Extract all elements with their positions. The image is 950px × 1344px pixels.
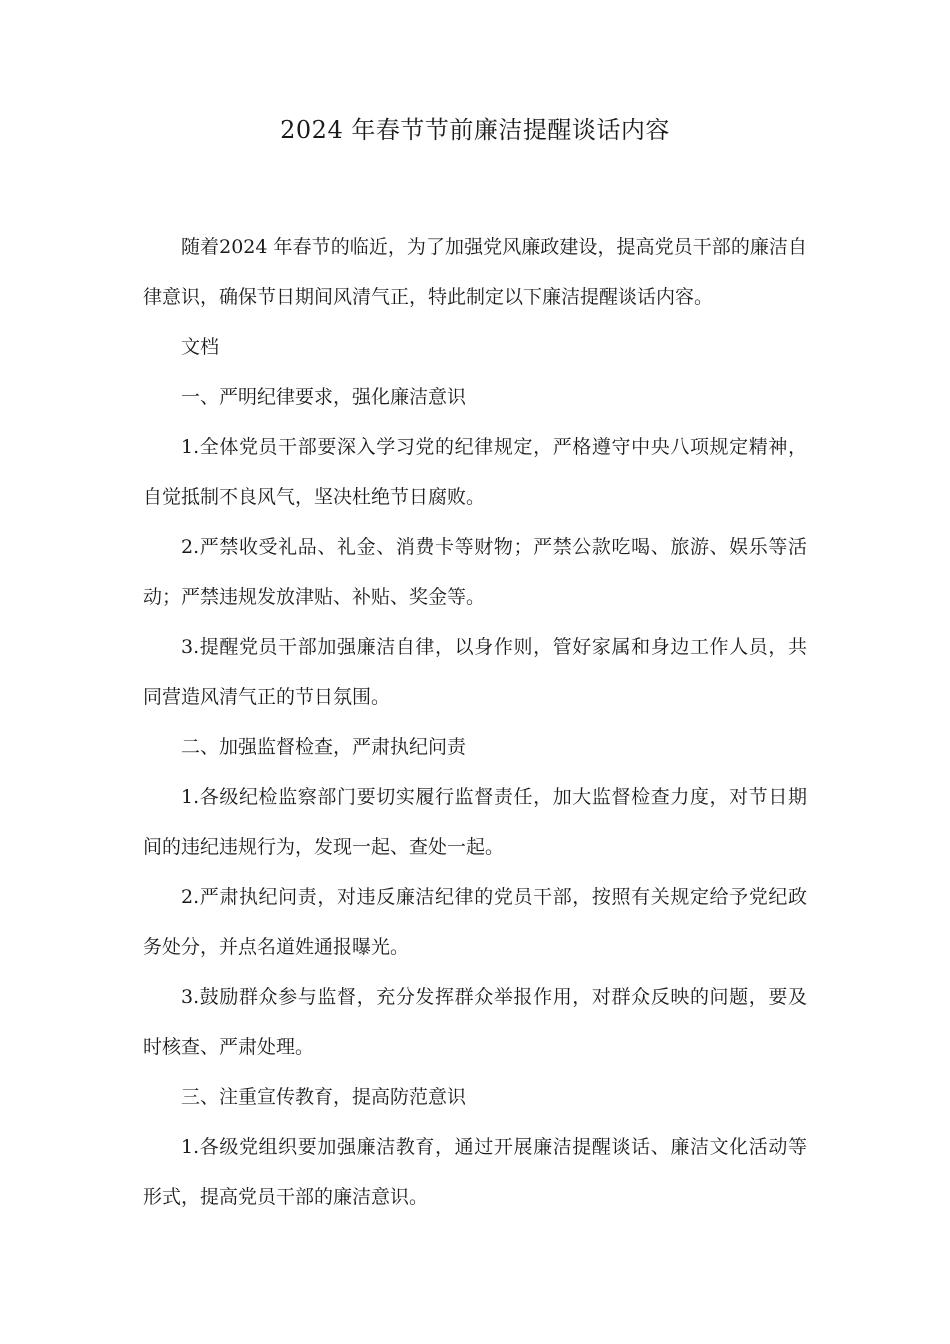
section-2-item-3: 3.鼓励群众参与监督，充分发挥群众举报作用，对群众反映的问题，要及时核查、严肃处理。 bbox=[143, 986, 807, 1058]
section-heading-1: 一、严明纪律要求，强化廉洁意识 bbox=[181, 386, 467, 408]
document-label: 文档 bbox=[181, 336, 220, 358]
document-title: 2024 年春节节前廉洁提醒谈话内容 bbox=[280, 116, 670, 144]
section-1-item-1: 1.全体党员干部要深入学习党的纪律规定，严格遵守中央八项规定精神，自觉抵制不良风气，坚决杜绝节日腐败。 bbox=[143, 436, 807, 508]
section-2-item-2: 2.严肃执纪问责，对违反廉洁纪律的党员干部，按照有关规定给予党纪政务处分，并点名道姓通报曝光。 bbox=[143, 886, 807, 958]
section-2-item-1: 1.各级纪检监察部门要切实履行监督责任，加大监督检查力度，对节日期间的违纪违规行为，发现一起、查处一起。 bbox=[143, 786, 807, 858]
section-1-item-2: 2.严禁收受礼品、礼金、消费卡等财物；严禁公款吃喝、旅游、娱乐等活动；严禁违规发放津贴、补贴、奖金等。 bbox=[143, 536, 807, 608]
intro-paragraph: 随着2024 年春节的临近，为了加强党风廉政建设，提高党员干部的廉洁自律意识，确保节日期间风清气正，特此制定以下廉洁提醒谈话内容。 bbox=[143, 236, 807, 308]
section-1-item-3: 3.提醒党员干部加强廉洁自律，以身作则，管好家属和身边工作人员，共同营造风清气正的节日氛围。 bbox=[143, 636, 807, 708]
section-heading-2: 二、加强监督检查，严肃执纪问责 bbox=[181, 736, 467, 758]
section-heading-3: 三、注重宣传教育，提高防范意识 bbox=[181, 1086, 467, 1108]
document-body bbox=[143, 222, 807, 1222]
section-3-item-1: 1.各级党组织要加强廉洁教育，通过开展廉洁提醒谈话、廉洁文化活动等形式，提高党员干部的廉洁意识。 bbox=[143, 1136, 807, 1208]
